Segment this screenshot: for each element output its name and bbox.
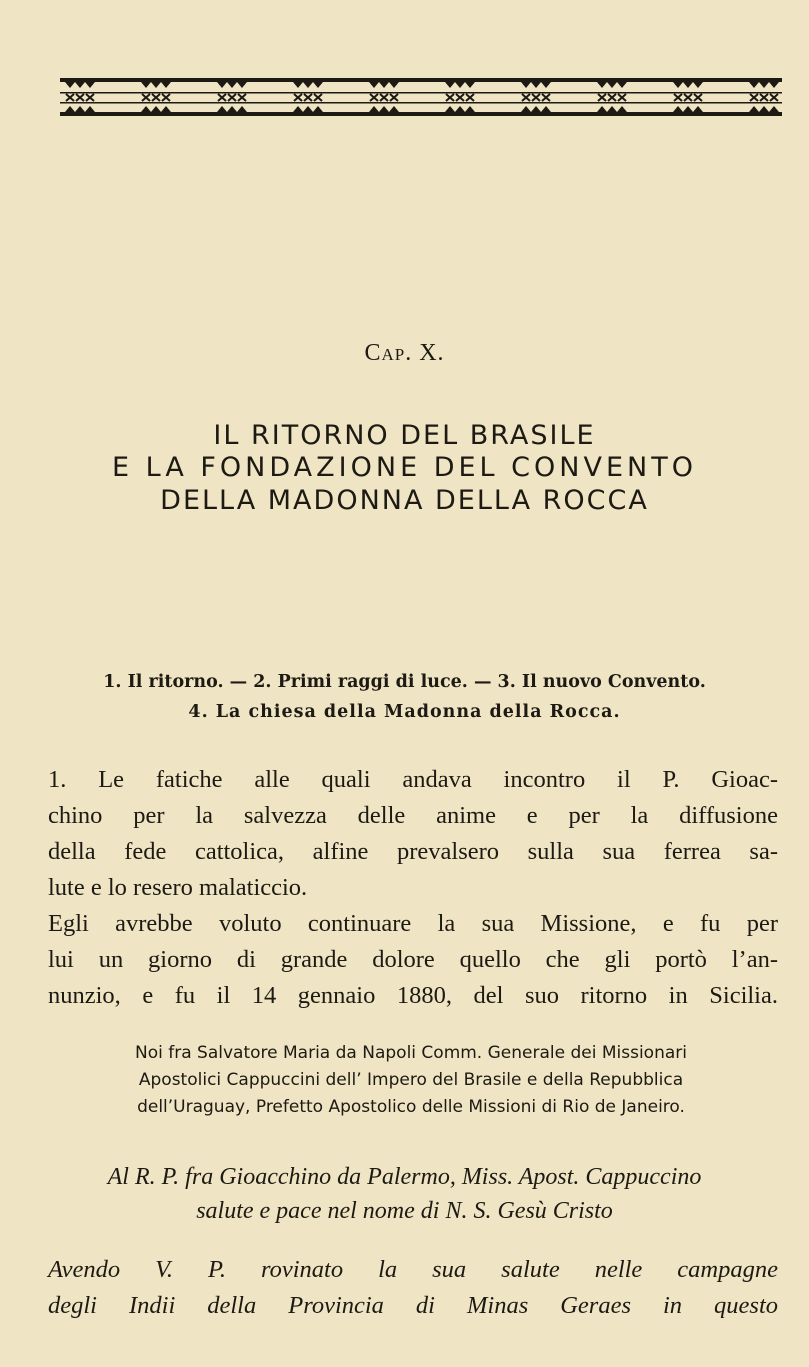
chapter-title-line-1: IL RITORNO DEL BRASILE [213, 420, 596, 451]
letter-body [48, 1252, 778, 1324]
chapter-number: Cap. X. [364, 340, 445, 366]
address-line: salute e pace nel nome di N. S. Gesù Cristo [196, 1198, 613, 1224]
paragraph-2 [48, 906, 778, 1014]
decree-line: Apostolici Cappuccini dell’ Impero del Brasile e della Repubblica [138, 1070, 684, 1090]
decree-line: Noi fra Salvatore Maria da Napoli Comm. Generale dei Missionari [135, 1043, 687, 1063]
paragraph-1 [48, 762, 778, 906]
chapter-summary-line-2: 4. La chiesa della Madonna della Rocca. [188, 702, 621, 722]
text-line: 1. Le fatiche alle quali andava incontro il P. Gioac- [48, 766, 778, 793]
ornamental-border [60, 78, 782, 118]
chapter-title-line-2: E LA FONDAZIONE DEL CONVENTO [112, 452, 697, 483]
text-line: della fede cattolica, alfine prevalsero sulla sua ferrea sa- [48, 838, 778, 865]
decree-heading [40, 1040, 782, 1121]
letter-address [0, 1160, 809, 1228]
text-line: lute e lo resero malaticcio. [48, 874, 308, 901]
letter-line: Avendo V. P. rovinato la sua salute nelle campagne [48, 1256, 778, 1283]
chapter-summary-line-1: 1. Il ritorno. — 2. Primi raggi di luce. — 3. Il nuovo Convento. [103, 672, 706, 692]
decree-line: dell’Uraguay, Prefetto Apostolico delle Missioni di Rio de Janeiro. [137, 1097, 685, 1117]
address-line: Al R. P. fra Gioacchino da Palermo, Miss. Apost. Cappuccino [107, 1164, 702, 1190]
text-line: chino per la salvezza delle anime e per la diffusione [48, 802, 778, 829]
text-line: Egli avrebbe voluto continuare la sua Missione, e fu per [48, 910, 778, 937]
letter-line: degli Indii della Provincia di Minas Geraes in questo [48, 1292, 778, 1319]
text-line: nunzio, e fu il 14 gennaio 1880, del suo ritorno in Sicilia. [48, 982, 778, 1009]
text-line: lui un giorno di grande dolore quello che gli portò l’an- [48, 946, 778, 973]
chapter-title-line-3: DELLA MADONNA DELLA ROCCA [160, 485, 649, 516]
